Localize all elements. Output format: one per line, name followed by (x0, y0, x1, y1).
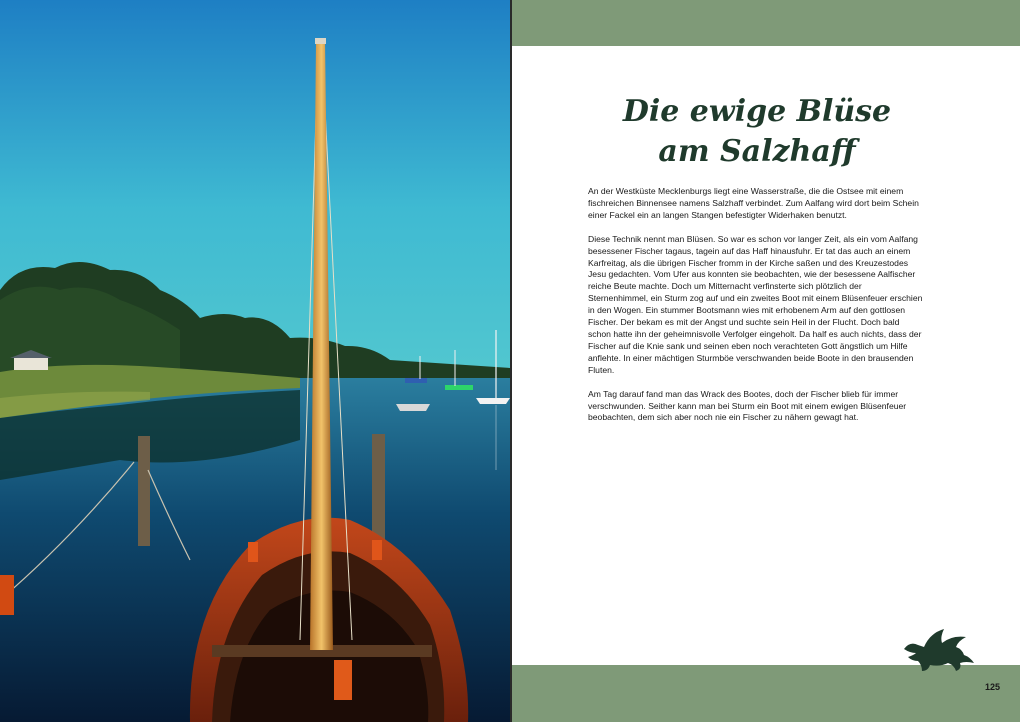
paragraph-2: Diese Technik nennt man Blüsen. So war es schon vor langer Zeit, als ein vom Aalfang besessener Fischer tagaus, tagein auf das Haff hinausfuhr. Er tat das auch an einem Karfreitag, als die übrigen Fischer fromm in der Kirche saßen und des Kreuzestodes Jesu gedachten. Vom Ufer aus konnten sie beobachten, wie der besessene Aalfischer reiche Beute machte. Doch um Mitternacht verfinsterte sich plötzlich der Sternenhimmel, ein Sturm zog auf und ein zweites Boot mit einem Blüsenfeuer erschien in den Wogen. Ein stummer Bootsmann wies mit erhobenem Arm auf den gottlosen Fischer. Der bekam es mit der Angst und suchte sein Heil in der Flucht. Doch bald schon hatte ihn der geheimnisvolle Verfolger eingeholt. Da half es auch nichts, dass der Fischer auf die Knie sank und seinen eben noch verachteten Gott ängstlich um Hilfe anflehte. In einer mächtigen Sturmböe verschwanden beide Boote in den brausenden Fluten. (588, 233, 923, 375)
page-number: 125 (984, 682, 1000, 692)
bottom-color-band (512, 665, 1020, 722)
story-title-line-2: am Salzhaff (658, 134, 856, 169)
dragon-icon (900, 627, 976, 673)
story-title (512, 92, 1002, 172)
story-body (588, 186, 924, 436)
top-color-band (512, 0, 1020, 46)
paragraph-3: Am Tag darauf fand man das Wrack des Bootes, doch der Fischer blieb für immer verschwunden. Seither kann man bei Sturm ein Boot mit einem ewigen Blüsenfeuer beobachten, dem sich aber noch nie ein Fischer zu nähern gewagt hat. (588, 388, 907, 423)
text-page (512, 0, 1020, 722)
paragraph-1: An der Westküste Mecklenburgs liegt eine Wasserstraße, die die Ostsee mit einem fischreichen Binnensee namens Salzhaff verbindet. Zum Aalfang wird dort beim Schein einer Fackel ein an langen Stangen befestigter Widerhaken benutzt. (588, 186, 919, 220)
story-title-line-1: Die ewige Blüse (622, 94, 892, 129)
